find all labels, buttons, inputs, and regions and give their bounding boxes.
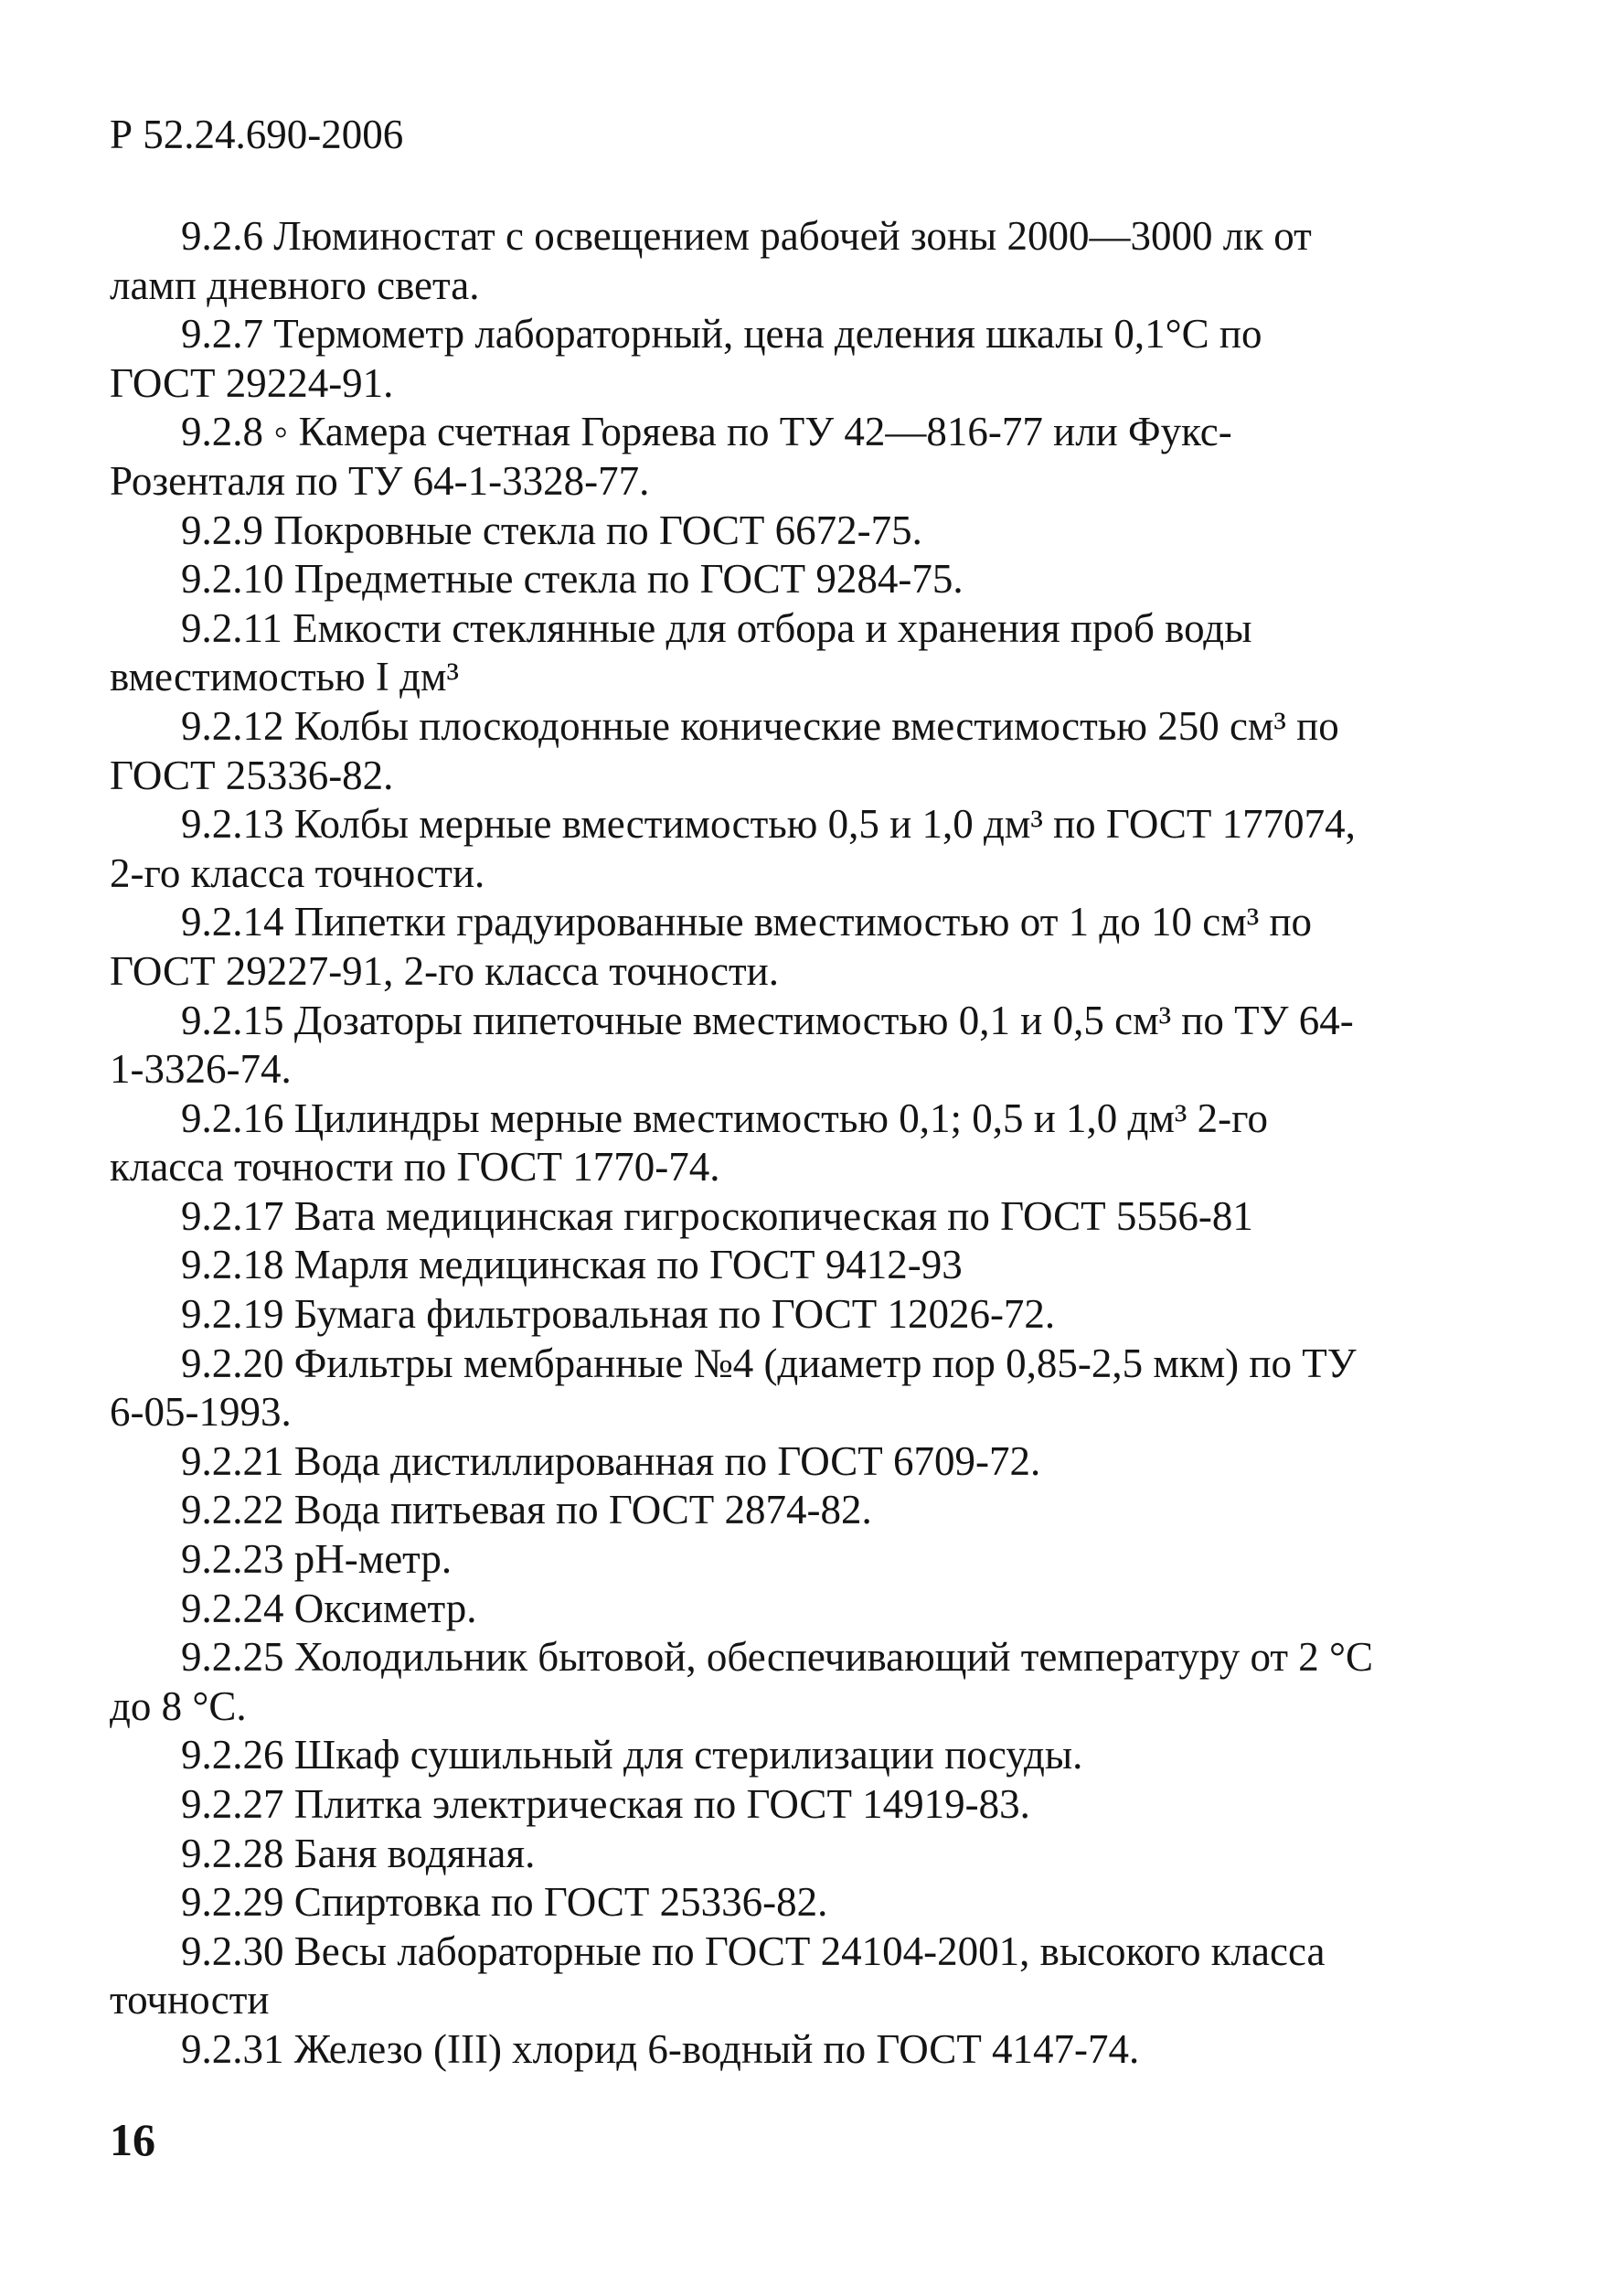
list-item-9-2-7: 9.2.7 Термометр лабораторный, цена деления шкалы 0,1°С по ГОСТ 29224-91. (110, 311, 1262, 406)
list-item-9-2-19: 9.2.19 Бумага фильтровальная по ГОСТ 12026-72. (181, 1291, 1056, 1338)
list-item-9-2-31: 9.2.31 Железо (III) хлорид 6-водный по ГОСТ 4147-74. (181, 2025, 1140, 2072)
list-item-9-2-8: 9.2.8 ◦ Камера счетная Горяева по ТУ 42—816-77 или Фукс-Розенталя по ТУ 64-1-3328-77. (110, 409, 1232, 504)
list-item-9-2-18: 9.2.18 Марля медицинская по ГОСТ 9412-93 (181, 1242, 963, 1288)
list-item-9-2-16: 9.2.16 Цилиндры мерные вместимостью 0,1; 0,5 и 1,0 дм³ 2-го класса точности по ГОСТ 1770-74. (110, 1095, 1268, 1191)
page-number: 16 (110, 2114, 155, 2165)
list-item-9-2-10: 9.2.10 Предметные стекла по ГОСТ 9284-75. (181, 556, 964, 603)
list-item-9-2-6: 9.2.6 Люминостат с освещением рабочей зоны 2000—3000 лк от ламп дневного света. (110, 213, 1312, 308)
list-item-9-2-29: 9.2.29 Спиртовка по ГОСТ 25336-82. (181, 1879, 828, 1926)
list-item-9-2-14: 9.2.14 Пипетки градуированные вместимостью от 1 до 10 см³ по ГОСТ 29227-91, 2-го класса точности. (110, 899, 1313, 994)
list-item-9-2-20: 9.2.20 Фильтры мембранные №4 (диаметр пор 0,85-2,5 мкм) по ТУ 6-05-1993. (110, 1340, 1357, 1436)
list-item-9-2-28: 9.2.28 Баня водяная. (181, 1830, 536, 1876)
list-item-9-2-9: 9.2.9 Покровные стекла по ГОСТ 6672-75. (181, 507, 922, 553)
list-item-9-2-21: 9.2.21 Вода дистиллированная по ГОСТ 6709-72. (181, 1437, 1041, 1484)
list-item-9-2-23: 9.2.23 рН-метр. (181, 1536, 453, 1583)
list-item-9-2-27: 9.2.27 Плитка электрическая по ГОСТ 14919-83. (181, 1781, 1030, 1827)
list-item-9-2-24: 9.2.24 Оксиметр. (181, 1585, 477, 1631)
equipment-list (110, 212, 1376, 2075)
list-item-9-2-13: 9.2.13 Колбы мерные вместимостью 0,5 и 1,0 дм³ по ГОСТ 177074, 2-го класса точности. (110, 801, 1356, 896)
list-item-9-2-11: 9.2.11 Емкости стеклянные для отбора и хранения проб воды вместимостью I дм³ (110, 604, 1252, 700)
list-item-9-2-26: 9.2.26 Шкаф сушильный для стерилизации посуды. (181, 1732, 1083, 1778)
document-code-header: Р 52.24.690-2006 (110, 112, 404, 157)
list-item-9-2-12: 9.2.12 Колбы плоскодонные конические вместимостью 250 см³ по ГОСТ 25336-82. (110, 702, 1339, 798)
list-item-9-2-22: 9.2.22 Вода питьевая по ГОСТ 2874-82. (181, 1487, 872, 1533)
list-item-9-2-25: 9.2.25 Холодильник бытовой, обеспечивающий температуру от 2 °С до 8 °С. (110, 1634, 1374, 1729)
list-item-9-2-17: 9.2.17 Вата медицинская гигроскопическая по ГОСТ 5556-81 (181, 1192, 1253, 1239)
list-item-9-2-30: 9.2.30 Весы лабораторные по ГОСТ 24104-2001, высокого класса точности (110, 1928, 1326, 2024)
list-item-9-2-15: 9.2.15 Дозаторы пипеточные вместимостью 0,1 и 0,5 см³ по ТУ 64-1-3326-74. (110, 997, 1354, 1093)
